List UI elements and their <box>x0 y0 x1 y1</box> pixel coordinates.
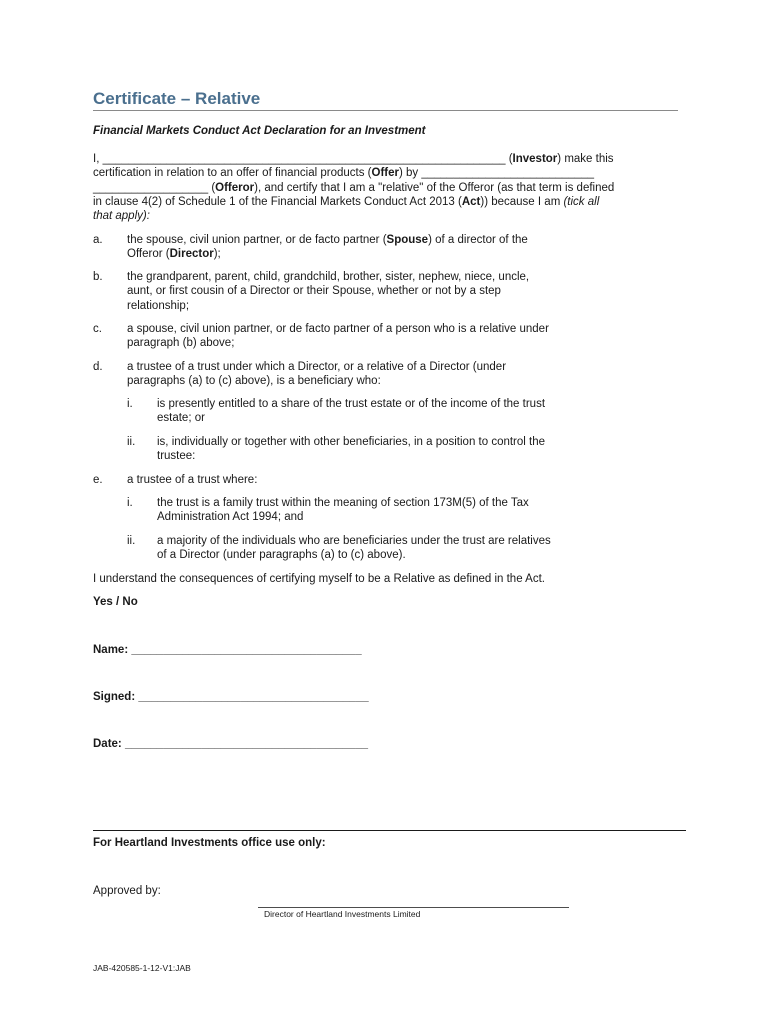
item-line: aunt, or first cousin of a Director or their Spouse, whether or not by a step <box>127 285 501 298</box>
item-line: a trustee of a trust where: <box>127 474 258 486</box>
sub-item-label: i. <box>127 398 133 410</box>
item-text: Offeror ( <box>127 248 170 261</box>
item-label: d. <box>93 361 103 373</box>
item-label: e. <box>93 474 103 486</box>
date-field[interactable]: Date: ______________________________________ <box>93 738 368 750</box>
signed-field[interactable]: Signed: ____________________________________ <box>93 691 369 703</box>
director-caption: Director of Heartland Investments Limited <box>264 909 421 919</box>
intro-line-1 <box>93 152 678 166</box>
item-line <box>127 233 677 247</box>
intro-text: certification in relation to an offer of financial products ( <box>93 167 372 180</box>
intro-text: __________________ ( <box>93 181 216 194</box>
item-line: the trust is a family trust within the meaning of section 173M(5) of the Tax <box>157 497 529 509</box>
offeror-term: Offeror <box>215 181 255 194</box>
intro-line-2 <box>93 166 678 180</box>
item-line: paragraphs (a) to (c) above), is a beneficiary who: <box>127 375 381 388</box>
name-field[interactable]: Name: ____________________________________ <box>93 644 362 656</box>
intro-line-3 <box>93 181 678 195</box>
intro-text: ) make this <box>557 153 614 165</box>
list-item-b <box>93 270 678 315</box>
list-item-a <box>93 233 678 263</box>
list-item-c <box>93 322 678 352</box>
item-line: the grandparent, parent, child, grandchild, brother, sister, nephew, niece, uncle, <box>127 271 530 283</box>
sub-item-d-ii <box>127 435 678 465</box>
item-text: ); <box>213 248 221 261</box>
item-label: a. <box>93 234 103 246</box>
item-line: paragraph (b) above; <box>127 337 235 350</box>
intro-text: )) because I am <box>480 195 564 208</box>
page-title: Certificate – Relative <box>93 89 678 111</box>
spouse-term: Spouse <box>386 234 429 246</box>
declaration-subtitle: Financial Markets Conduct Act Declaration for an Investment <box>93 125 426 137</box>
investor-term: Investor <box>512 153 558 165</box>
list-item-e <box>93 473 678 489</box>
item-label: c. <box>93 323 102 335</box>
intro-text: ) by ___________________________ <box>398 167 595 180</box>
intro-paragraph <box>93 152 678 223</box>
approved-by-label: Approved by: <box>93 885 161 897</box>
item-text: the spouse, civil union partner, or de facto partner ( <box>127 234 387 246</box>
item-line: a majority of the individuals who are beneficiaries under the trust are relatives <box>157 535 551 547</box>
intro-text: ), and certify that I am a "relative" of the Offeror (as that term is defined <box>254 181 615 194</box>
item-line: is, individually or together with other beneficiaries, in a position to control the <box>157 436 546 448</box>
intro-text: I, _______________________________________________________________ ( <box>93 153 513 165</box>
intro-text: in clause 4(2) of Schedule 1 of the Financial Markets Conduct Act 2013 ( <box>93 195 462 208</box>
item-label: b. <box>93 271 103 283</box>
item-text: ) of a director of the <box>428 234 528 246</box>
sub-item-label: i. <box>127 497 133 509</box>
sub-item-e-i <box>127 496 678 526</box>
list-item-d <box>93 360 678 390</box>
item-line: a spouse, civil union partner, or de facto partner of a person who is a relative under <box>127 323 549 335</box>
item-line: is presently entitled to a share of the trust estate or of the income of the trust <box>157 398 546 410</box>
intro-line-5: that apply): <box>93 210 150 223</box>
sub-item-e-ii <box>127 534 678 564</box>
item-line <box>127 247 677 261</box>
item-line: a trustee of a trust under which a Director, or a relative of a Director (under <box>127 361 507 373</box>
sub-item-d-i <box>127 397 678 427</box>
item-line: relationship; <box>127 299 190 312</box>
office-use-heading: For Heartland Investments office use only: <box>93 837 326 849</box>
item-line: trustee: <box>157 450 196 463</box>
sub-item-label: ii. <box>127 436 136 448</box>
item-line: Administration Act 1994; and <box>157 511 304 524</box>
item-line: of a Director (under paragraphs (a) to (c) above). <box>157 549 406 562</box>
act-term: Act <box>461 195 481 208</box>
sub-item-label: ii. <box>127 535 136 547</box>
intro-line-4 <box>93 195 678 209</box>
offer-term: Offer <box>371 167 399 180</box>
signature-line[interactable] <box>258 907 569 908</box>
section-divider <box>93 830 686 831</box>
document-reference: JAB-420585-1-12-V1:JAB <box>93 963 191 973</box>
item-line: estate; or <box>157 412 205 425</box>
tick-instruction: (tick all <box>563 195 600 208</box>
understand-statement: I understand the consequences of certifying myself to be a Relative as defined in the Act. <box>93 573 545 585</box>
director-term: Director <box>169 248 214 261</box>
yes-no-choice[interactable]: Yes / No <box>93 596 138 608</box>
